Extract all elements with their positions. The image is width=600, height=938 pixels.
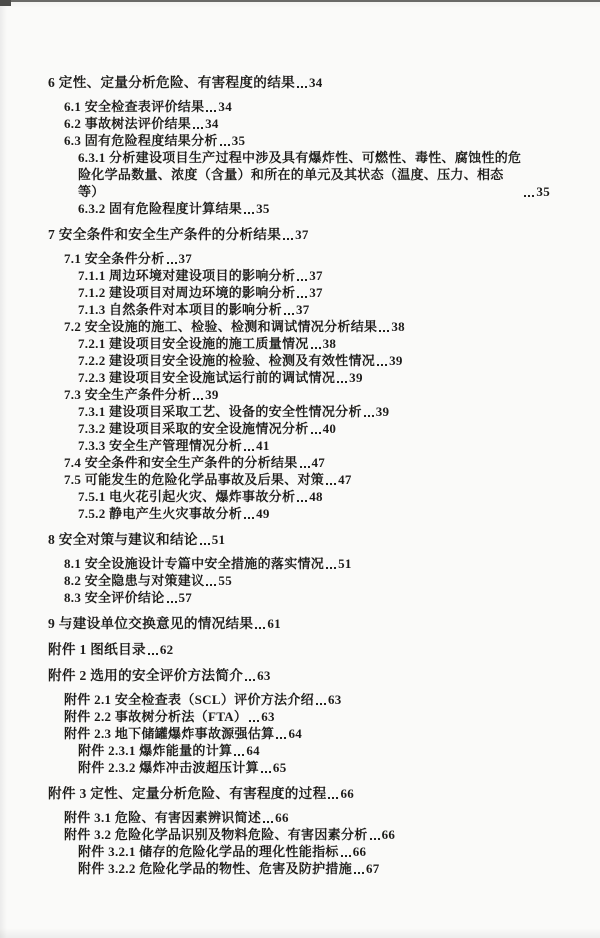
toc-entry bbox=[48, 809, 550, 826]
dot-leader bbox=[245, 679, 255, 681]
dot-leader bbox=[377, 364, 387, 366]
toc-entry-label: 附件 2.3.2 爆炸冲击波超压计算 bbox=[78, 760, 259, 775]
dot-leader bbox=[297, 279, 307, 281]
dot-leader bbox=[524, 195, 534, 197]
toc-entry-page: 35 bbox=[256, 201, 270, 216]
toc-entry bbox=[48, 531, 550, 548]
toc-entry bbox=[48, 641, 550, 658]
toc-entry-label: 7 安全条件和安全生产条件的分析结果 bbox=[48, 227, 282, 242]
photo-edge-top bbox=[0, 0, 600, 2]
toc-entry bbox=[48, 98, 550, 115]
toc-entry-page: 66 bbox=[381, 827, 396, 842]
dot-leader bbox=[284, 313, 294, 315]
toc-entry-label: 附件 2.1 安全检查表（SCL）评价方法介绍 bbox=[64, 692, 314, 707]
toc-entry-page: 66 bbox=[275, 810, 289, 825]
dot-leader bbox=[311, 432, 321, 434]
toc-entry-label: 附件 3.2.2 危险化学品的物性、危害及防护措施 bbox=[78, 861, 352, 876]
dot-leader bbox=[283, 238, 293, 240]
toc-entry-label: 7.2.3 建设项目安全设施试运行前的调试情况 bbox=[78, 370, 336, 385]
toc-entry-label: 7.5.1 电火花引起火灾、爆炸事故分析 bbox=[78, 489, 296, 504]
dot-leader bbox=[300, 466, 310, 468]
toc-entry-page: 37 bbox=[309, 268, 323, 283]
toc-entry bbox=[48, 691, 550, 708]
toc-entry-label: 8 安全对策与建议和结论 bbox=[48, 532, 198, 547]
toc-entry bbox=[48, 386, 550, 403]
toc-entry-page: 63 bbox=[261, 709, 275, 724]
toc-entry-label: 7.1.2 建设项目对周边环境的影响分析 bbox=[78, 285, 296, 300]
toc-entry bbox=[48, 403, 550, 420]
dot-leader bbox=[276, 737, 286, 739]
dot-leader bbox=[297, 500, 307, 502]
toc-entry-page: 38 bbox=[322, 336, 337, 351]
dot-leader bbox=[261, 771, 271, 773]
toc-entry bbox=[48, 589, 550, 606]
toc-entry-page: 37 bbox=[309, 285, 323, 300]
toc-entry-page: 49 bbox=[256, 506, 270, 521]
toc-entry-page: 39 bbox=[389, 353, 403, 368]
toc-entry bbox=[48, 267, 550, 284]
dot-leader bbox=[297, 296, 307, 298]
toc-entry bbox=[48, 667, 550, 684]
toc-entry-page: 47 bbox=[311, 455, 326, 470]
dot-leader bbox=[370, 838, 380, 840]
dot-leader bbox=[193, 127, 203, 129]
toc-entry-label: 7.4 安全条件和安全生产条件的分析结果 bbox=[64, 455, 298, 470]
toc-entry-page: 34 bbox=[205, 116, 219, 131]
toc-entry-page: 63 bbox=[257, 668, 271, 683]
toc-entry-label: 附件 2.3 地下储罐爆炸事故源强估算 bbox=[64, 726, 275, 741]
toc-entry-label: 附件 2.2 事故树分析法（FTA） bbox=[64, 709, 248, 724]
dot-leader bbox=[167, 601, 177, 603]
toc-entry bbox=[48, 725, 550, 742]
toc-entry bbox=[48, 572, 550, 589]
toc-entry bbox=[48, 226, 550, 243]
dot-leader bbox=[220, 144, 230, 146]
toc-entry-page: 47 bbox=[338, 472, 352, 487]
toc-entry bbox=[48, 149, 550, 200]
dot-leader bbox=[193, 398, 203, 400]
toc-entry bbox=[48, 505, 550, 522]
photo-corner-mark bbox=[0, 0, 11, 6]
toc-entry-page: 66 bbox=[352, 844, 367, 859]
dot-leader bbox=[234, 754, 244, 756]
toc-entry bbox=[48, 420, 550, 437]
dot-leader bbox=[311, 347, 321, 349]
dot-leader bbox=[354, 872, 364, 874]
toc-entry bbox=[48, 200, 550, 217]
toc-entry-page: 67 bbox=[366, 861, 380, 876]
dot-leader bbox=[263, 821, 273, 823]
toc-entry-page: 65 bbox=[272, 760, 287, 775]
toc-entry bbox=[48, 437, 550, 454]
toc-entry-page: 57 bbox=[178, 590, 193, 605]
toc-entry-page: 51 bbox=[211, 532, 226, 547]
dot-leader bbox=[148, 653, 158, 655]
toc-entry-label: 附件 3 定性、定量分析危险、有害程度的过程 bbox=[48, 786, 327, 801]
dot-leader bbox=[328, 797, 338, 799]
toc-entry-page: 34 bbox=[309, 75, 323, 90]
toc-entry-page: 63 bbox=[327, 692, 342, 707]
dot-leader bbox=[244, 517, 254, 519]
toc-list bbox=[48, 74, 550, 877]
toc-entry-label: 6.3.2 固有危险程度计算结果 bbox=[78, 201, 243, 216]
toc-entry bbox=[48, 843, 550, 860]
toc-entry bbox=[48, 454, 550, 471]
toc-entry-label: 6.1 安全检查表评价结果 bbox=[64, 99, 205, 114]
toc-entry-page: 66 bbox=[340, 786, 355, 801]
toc-entry-page: 55 bbox=[218, 573, 233, 588]
toc-entry-page: 38 bbox=[391, 319, 405, 334]
toc-entry-page: 39 bbox=[205, 387, 219, 402]
toc-entry bbox=[48, 708, 550, 725]
toc-entry bbox=[48, 615, 550, 632]
dot-leader bbox=[316, 703, 326, 705]
dot-leader bbox=[249, 720, 259, 722]
dot-leader bbox=[167, 262, 177, 264]
toc-entry bbox=[48, 335, 550, 352]
toc-entry bbox=[48, 132, 550, 149]
toc-entry bbox=[48, 555, 550, 572]
toc-entry-label: 6.3 固有危险程度结果分析 bbox=[64, 133, 218, 148]
toc-entry-label: 7.2 安全设施的施工、检验、检测和调试情况分析结果 bbox=[64, 319, 378, 334]
toc-entry-label: 8.3 安全评价结论 bbox=[64, 590, 165, 605]
toc-entry bbox=[48, 250, 550, 267]
toc-entry-label: 6.3.1 分析建设项目生产过程中涉及具有爆炸性、可燃性、毒性、腐蚀性的危险化学品数量、浓度（含量）和所在的单元及其状态（温度、压力、相态等） bbox=[78, 150, 522, 199]
toc-entry bbox=[48, 369, 550, 386]
toc-entry-page: 37 bbox=[178, 251, 193, 266]
dot-leader bbox=[255, 627, 265, 629]
toc-entry-label: 7.3.3 安全生产管理情况分析 bbox=[78, 438, 243, 453]
toc-entry-page: 37 bbox=[295, 227, 309, 242]
dot-leader bbox=[297, 86, 307, 88]
toc-entry-label: 附件 3.1 危险、有害因素辨识简述 bbox=[64, 810, 262, 825]
toc-entry-label: 附件 1 图纸目录 bbox=[48, 642, 146, 657]
toc-entry-page: 61 bbox=[267, 616, 281, 631]
toc-entry bbox=[48, 785, 550, 802]
toc-entry-page: 41 bbox=[256, 438, 270, 453]
toc-entry-label: 7.1.3 自然条件对本项目的影响分析 bbox=[78, 302, 282, 317]
toc-entry-page: 39 bbox=[375, 404, 390, 419]
toc-entry-page: 62 bbox=[159, 642, 174, 657]
toc-entry-page: 37 bbox=[295, 302, 310, 317]
toc-entry-page: 64 bbox=[288, 726, 303, 741]
toc-entry-label: 7.3.1 建设项目采取工艺、设备的安全性情况分析 bbox=[78, 404, 362, 419]
toc-entry bbox=[48, 318, 550, 335]
toc-entry bbox=[48, 860, 550, 877]
toc-entry-page: 51 bbox=[338, 556, 352, 571]
toc-entry-page: 34 bbox=[218, 99, 233, 114]
toc-entry-label: 6 定性、定量分析危险、有害程度的结果 bbox=[48, 75, 295, 90]
toc-entry-label: 附件 2 选用的安全评价方法简介 bbox=[48, 668, 244, 683]
dot-leader bbox=[379, 330, 389, 332]
dot-leader bbox=[326, 567, 336, 569]
toc-entry-label: 7.5.2 静电产生火灾事故分析 bbox=[78, 506, 243, 521]
toc-entry-label: 附件 3.2 危险化学品识别及物料危险、有害因素分析 bbox=[64, 827, 368, 842]
dot-leader bbox=[364, 415, 374, 417]
toc-entry bbox=[48, 826, 550, 843]
toc-entry bbox=[48, 742, 550, 759]
dot-leader bbox=[206, 110, 216, 112]
toc-entry-page: 64 bbox=[246, 743, 260, 758]
toc-entry-label: 附件 2.3.1 爆炸能量的计算 bbox=[78, 743, 233, 758]
toc-entry-page: 40 bbox=[322, 421, 337, 436]
toc-entry-label: 7.1 安全条件分析 bbox=[64, 251, 165, 266]
toc-entry-label: 8.1 安全设施设计专篇中安全措施的落实情况 bbox=[64, 556, 325, 571]
toc-entry-label: 7.1.1 周边环境对建设项目的影响分析 bbox=[78, 268, 296, 283]
toc-entry bbox=[48, 284, 550, 301]
toc-entry bbox=[48, 301, 550, 318]
toc-entry bbox=[48, 352, 550, 369]
toc-entry-label: 7.2.1 建设项目安全设施的施工质量情况 bbox=[78, 336, 309, 351]
dot-leader bbox=[244, 449, 254, 451]
toc-entry bbox=[48, 759, 550, 776]
dot-leader bbox=[206, 584, 216, 586]
toc-entry-label: 7.3 安全生产条件分析 bbox=[64, 387, 192, 402]
toc-entry-label: 8.2 安全隐患与对策建议 bbox=[64, 573, 205, 588]
dot-leader bbox=[341, 855, 351, 857]
toc-entry-label: 7.5 可能发生的危险化学品事故及后果、对策 bbox=[64, 472, 325, 487]
toc-entry-page: 48 bbox=[309, 489, 323, 504]
toc-entry bbox=[48, 115, 550, 132]
toc-entry-label: 7.2.2 建设项目安全设施的检验、检测及有效性情况 bbox=[78, 353, 376, 368]
toc-entry-page: 35 bbox=[231, 133, 246, 148]
toc-entry bbox=[48, 471, 550, 488]
dot-leader bbox=[326, 483, 336, 485]
toc-entry-label: 6.2 事故树法评价结果 bbox=[64, 116, 192, 131]
toc-entry-label: 附件 3.2.1 储存的危险化学品的理化性能指标 bbox=[78, 844, 339, 859]
toc-entry bbox=[48, 488, 550, 505]
toc-entry-page: 39 bbox=[349, 370, 363, 385]
dot-leader bbox=[244, 212, 254, 214]
toc-entry-label: 9 与建设单位交换意见的情况结果 bbox=[48, 616, 254, 631]
dot-leader bbox=[200, 543, 210, 545]
dot-leader bbox=[337, 381, 347, 383]
toc-entry-label: 7.3.2 建设项目采取的安全设施情况分析 bbox=[78, 421, 309, 436]
toc-entry bbox=[48, 74, 550, 91]
toc-entry-page: 35 bbox=[536, 184, 550, 199]
